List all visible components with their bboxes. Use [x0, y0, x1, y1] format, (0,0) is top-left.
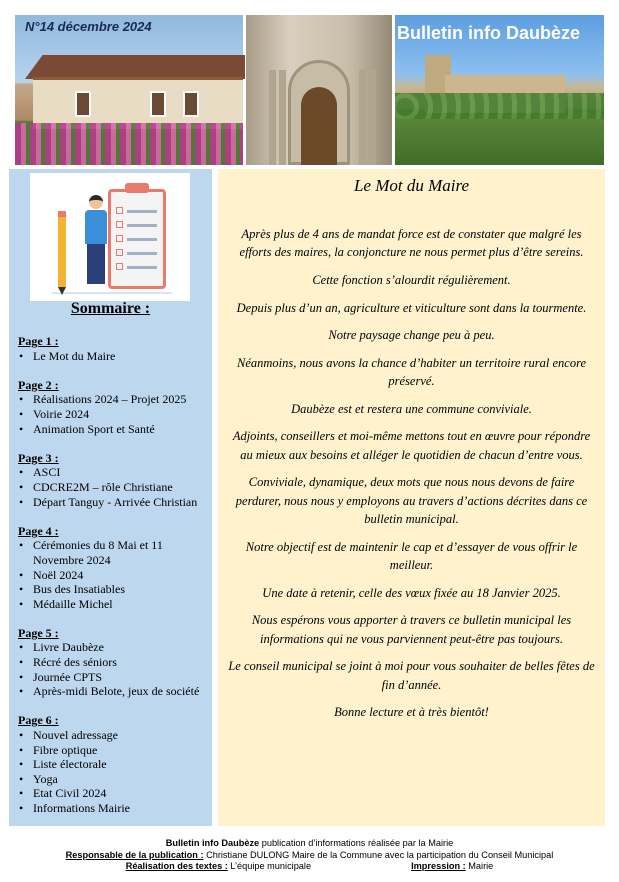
footer-line-responsable	[0, 850, 619, 862]
toc-page-label: Page 3 :	[18, 450, 59, 465]
footer-responsable-value: Christiane DULONG Maire de la Commune avec la participation du Conseil Municipal	[203, 849, 554, 860]
toc-item: • Départ Tanguy - Arrivée Christian	[18, 495, 210, 510]
toc-list	[18, 728, 210, 816]
mot-du-maire-section	[218, 169, 605, 826]
toc-list	[18, 465, 210, 509]
toc-item: • Yoga	[18, 772, 210, 787]
mairie-roof	[25, 55, 245, 79]
footer-impression-value: Mairie	[465, 861, 494, 871]
toc-item: • Récré des séniors	[18, 655, 210, 670]
footer-textes-value: L’équipe municipale	[227, 861, 312, 871]
publication-footer	[0, 838, 619, 873]
toc-list	[18, 349, 210, 364]
message-paragraph: Adjoints, conseillers et moi-même mettons tout en œuvre pour répondre au mieux aux besoins et alléger le quotidien de chacun d’entre vous.	[232, 429, 591, 462]
mairie-building	[33, 77, 243, 129]
footer-bulletin-name: Bulletin info Daubèze	[165, 838, 260, 848]
ground-line	[52, 292, 172, 294]
toc-list	[18, 538, 210, 611]
portal-column	[369, 70, 376, 165]
toc-item: • Après-midi Belote, jeux de société	[18, 684, 210, 699]
toc-list	[18, 392, 210, 436]
toc-item: • Noël 2024	[18, 568, 210, 583]
sommaire-title: Sommaire :	[70, 300, 151, 317]
toc-item: • Journée CPTS	[18, 670, 210, 685]
portal-column	[269, 70, 276, 165]
table-of-contents	[18, 334, 210, 830]
message-paragraph: Nous espérons vous apporter à travers ce bulletin municipal les informations qui ne vous parviennent peut-être pas toujours.	[251, 613, 572, 646]
pencil-icon	[58, 211, 66, 287]
toc-item: • Nouvel adressage	[18, 728, 210, 743]
toc-item: • Informations Mairie	[18, 801, 210, 816]
message-paragraph: Bonne lecture et à très bientôt!	[334, 705, 489, 720]
message-paragraph: Daubèze est et restera une commune conviviale.	[291, 401, 532, 416]
toc-item: • Etat Civil 2024	[18, 786, 210, 801]
toc-item: • Livre Daubèze	[18, 640, 210, 655]
portal-column	[359, 70, 366, 165]
portal-column	[279, 70, 286, 165]
footer-responsable-label: Responsable de la publication :	[65, 849, 204, 860]
sommaire-sidebar	[9, 169, 212, 826]
message-paragraph: Depuis plus d’un an, agriculture et viticulture sont dans la tourmente.	[236, 300, 587, 315]
message-paragraph: Une date à retenir, celle des vœux fixée au 18 Janvier 2025.	[262, 585, 561, 600]
mairie-door	[150, 91, 166, 117]
checklist-row	[116, 223, 158, 228]
section-title: Le Mot du Maire	[353, 176, 470, 195]
message-paragraph: Notre objectif est de maintenir le cap et d’essayer de vous offrir le meilleur.	[245, 539, 578, 573]
person-icon	[89, 195, 103, 209]
clipboard-clip	[125, 183, 149, 193]
toc-item: • Cérémonies du 8 Mai et 11 Novembre 2024	[18, 538, 210, 567]
bulletin-title: Bulletin info Daubèze	[397, 23, 581, 43]
toc-item: • Le Mot du Maire	[18, 349, 210, 364]
footer-impression-label: Impression :	[411, 861, 466, 871]
toc-page-label: Page 2 :	[18, 377, 59, 392]
message-paragraph: Néanmoins, nous avons la chance d’habiter un territoire rural encore préservé.	[236, 355, 587, 389]
flower-bed	[15, 123, 243, 165]
toc-item: • Liste électorale	[18, 757, 210, 772]
toc-page-label: Page 5 :	[18, 625, 59, 640]
issue-date: N°14 décembre 2024	[25, 19, 152, 34]
toc-list	[18, 640, 210, 698]
message-paragraph: Le conseil municipal se joint à moi pour vous souhaiter de belles fêtes de fin d’année.	[228, 659, 595, 692]
header-banner	[15, 15, 604, 165]
toc-item: • CDCRE2M – rôle Christiane	[18, 480, 210, 495]
toc-item: • Bus des Insatiables	[18, 582, 210, 597]
portal-door	[301, 87, 337, 165]
message-paragraph: Notre paysage change peu à peu.	[328, 328, 495, 343]
person-body	[85, 210, 107, 244]
maire-message	[226, 225, 597, 731]
toc-page-label: Page 6 :	[18, 713, 59, 728]
toc-item: • Réalisations 2024 – Projet 2025	[18, 392, 210, 407]
toc-item: • Médaille Michel	[18, 597, 210, 612]
toc-page-label: Page 1 :	[18, 334, 59, 348]
checklist-row	[116, 237, 158, 242]
message-paragraph: Cette fonction s’alourdit régulièrement.	[312, 273, 511, 287]
mairie-window	[183, 91, 199, 117]
checklist-row	[116, 251, 158, 256]
mairie-window	[75, 91, 91, 117]
toc-item: • Voirie 2024	[18, 407, 210, 422]
footer-textes-label: Réalisation des textes :	[125, 861, 228, 871]
footer-line-credits	[0, 861, 619, 873]
checklist-row	[116, 265, 158, 270]
toc-item: • Animation Sport et Santé	[18, 422, 210, 437]
footer-publication-text: publication d’informations réalisée par la Mairie	[259, 838, 454, 848]
trees	[395, 93, 604, 119]
message-paragraph: Après plus de 4 ans de mandat force est de constater que malgré les efforts des maires, la conjoncture ne nous permet plus d’être sereins.	[239, 227, 584, 260]
person-legs	[87, 244, 105, 284]
checklist-illustration	[30, 173, 190, 301]
message-paragraph: Conviviale, dynamique, deux mots que nous nous devons de faire perdurer, nous nous y employons au travers d’actions décrites dans ce bulletin municipal.	[235, 475, 588, 527]
footer-line-publication	[0, 838, 619, 850]
toc-page-label: Page 4 :	[18, 523, 59, 538]
toc-item: • ASCI	[18, 465, 210, 480]
toc-item: • Fibre optique	[18, 743, 210, 758]
checklist-row	[116, 209, 158, 214]
